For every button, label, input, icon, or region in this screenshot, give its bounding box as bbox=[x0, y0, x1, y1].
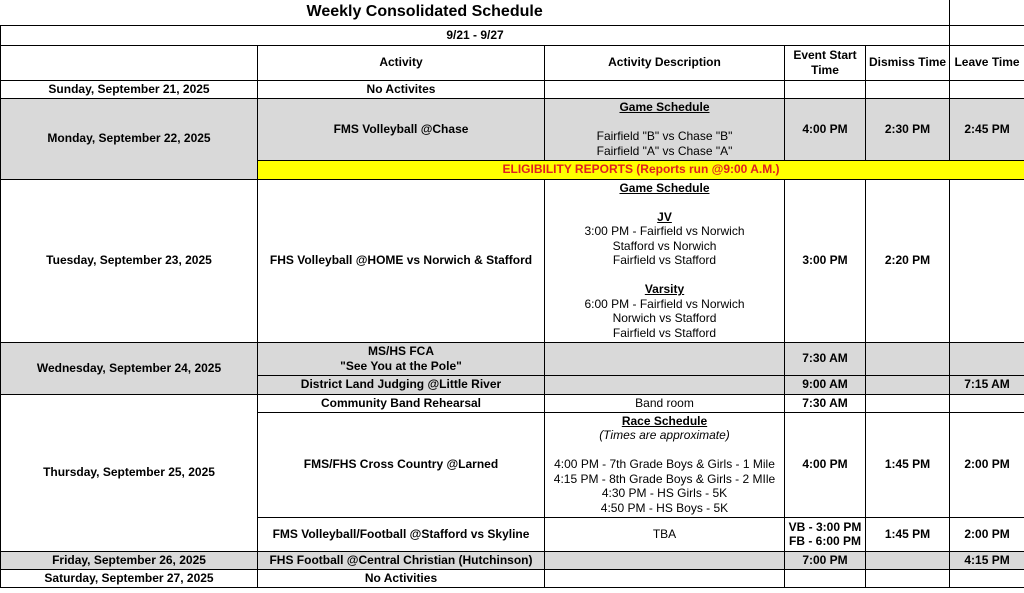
header-description: Activity Description bbox=[545, 45, 785, 80]
leave-time-cell: 4:15 PM bbox=[950, 551, 1024, 569]
day-label: Friday, September 26, 2025 bbox=[1, 551, 258, 569]
leave-time-cell: 2:00 PM bbox=[950, 517, 1024, 551]
header-leave-time: Leave Time bbox=[950, 45, 1024, 80]
table-row bbox=[1, 342, 1024, 375]
header-activity: Activity bbox=[258, 45, 545, 80]
day-label: Monday, September 22, 2025 bbox=[1, 98, 258, 179]
dismiss-time-cell: 1:45 PM bbox=[866, 412, 950, 517]
leave-time-cell: 2:45 PM bbox=[950, 98, 1024, 160]
table-row bbox=[1, 394, 1024, 412]
table-row bbox=[1, 179, 1024, 342]
dismiss-time-cell: 2:20 PM bbox=[866, 179, 950, 342]
header-start-time: Event Start Time bbox=[785, 45, 866, 80]
table-row bbox=[1, 569, 1024, 587]
start-time-cell: 4:00 PM bbox=[785, 412, 866, 517]
schedule-title: Weekly Consolidated Schedule bbox=[306, 3, 543, 20]
day-label: Sunday, September 21, 2025 bbox=[1, 80, 258, 98]
day-label: Thursday, September 25, 2025 bbox=[1, 394, 258, 551]
activity-cell: FMS Volleyball/Football @Stafford vs Skyline bbox=[258, 517, 545, 551]
day-label: Wednesday, September 24, 2025 bbox=[1, 342, 258, 394]
activity-cell: FMS/FHS Cross Country @Larned bbox=[258, 412, 545, 517]
start-time-cell: 3:00 PM bbox=[785, 179, 866, 342]
header-row bbox=[1, 45, 1024, 80]
activity-cell: No Activities bbox=[258, 569, 545, 587]
day-label: Tuesday, September 23, 2025 bbox=[1, 179, 258, 342]
activity-cell: FHS Football @Central Christian (Hutchinson) bbox=[258, 551, 545, 569]
description-cell: TBA bbox=[545, 517, 785, 551]
description-cell: Game Schedule Fairfield "B" vs Chase "B" Fairfield "A" vs Chase "A" bbox=[545, 98, 785, 160]
start-time-cell: 4:00 PM bbox=[785, 98, 866, 160]
description-cell: Race Schedule (Times are approximate) 4:00 PM - 7th Grade Boys & Girls - 1 Mile 4:15 PM - 8th Grade Boys & Girls - 2 MIle 4:30 PM - HS Girls - 5K 4:50 PM - HS Boys - 5K bbox=[545, 412, 785, 517]
description-cell: Band room bbox=[545, 394, 785, 412]
start-time-cell: 7:30 AM bbox=[785, 342, 866, 375]
activity-cell: No Activites bbox=[258, 80, 545, 98]
start-time-cell: 7:00 PM bbox=[785, 551, 866, 569]
leave-time-cell: 7:15 AM bbox=[950, 375, 1024, 394]
description-cell: Game Schedule JV 3:00 PM - Fairfield vs Norwich Stafford vs Norwich Fairfield vs Stafford Varsity 6:00 PM - Fairfield vs Norwich Norwich vs Stafford Fairfield vs Stafford bbox=[545, 179, 785, 342]
leave-time-cell: 2:00 PM bbox=[950, 412, 1024, 517]
activity-cell: FMS Volleyball @Chase bbox=[258, 98, 545, 160]
day-label: Saturday, September 27, 2025 bbox=[1, 569, 258, 587]
start-time-cell: VB - 3:00 PM FB - 6:00 PM bbox=[785, 517, 866, 551]
start-time-cell: 9:00 AM bbox=[785, 375, 866, 394]
start-time-cell: 7:30 AM bbox=[785, 394, 866, 412]
activity-cell: District Land Judging @Little River bbox=[258, 375, 545, 394]
dismiss-time-cell: 2:30 PM bbox=[866, 98, 950, 160]
header-dismiss-time: Dismiss Time bbox=[866, 45, 950, 80]
activity-cell: FHS Volleyball @HOME vs Norwich & Stafford bbox=[258, 179, 545, 342]
table-row bbox=[1, 551, 1024, 569]
activity-cell: MS/HS FCA "See You at the Pole" bbox=[258, 342, 545, 375]
table-row bbox=[1, 80, 1024, 98]
activity-cell: Community Band Rehearsal bbox=[258, 394, 545, 412]
eligibility-banner: ELIGIBILITY REPORTS (Reports run @9:00 A.M.) bbox=[258, 160, 1024, 179]
date-range: 9/21 - 9/27 bbox=[1, 25, 950, 45]
table-row bbox=[1, 98, 1024, 160]
dismiss-time-cell: 1:45 PM bbox=[866, 517, 950, 551]
